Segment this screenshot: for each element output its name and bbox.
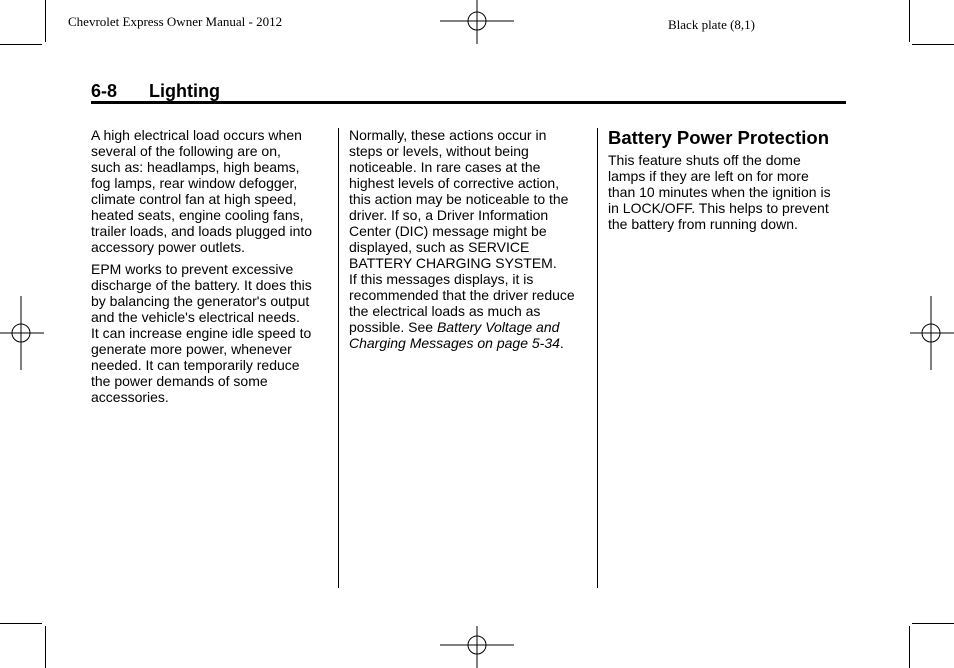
section-name: Lighting [149,81,220,101]
text-line: discharge of the battery. It does this [91,277,312,293]
cross-reference-link[interactable]: Charging Messages on page 5-34 [349,335,560,351]
column-3 [608,127,848,238]
text-line: several of the following are on, [91,143,281,159]
text-line: displayed, such as SERVICE [349,239,530,255]
crop-mark [909,0,910,42]
text-line: Normally, these actions occur in [349,127,547,143]
column-divider [597,128,598,588]
text-line: such as: headlamps, high beams, [91,159,300,175]
text-line: the battery from running down. [608,216,798,232]
subsection-heading: Battery Power Protection [608,127,830,148]
text-line: climate control fan at high speed, [91,191,297,207]
text-line: by balancing the generator's output [91,293,310,309]
text-line: driver. If so, a Driver Information [349,207,549,223]
text-line [349,335,564,351]
crop-mark [912,623,954,624]
paragraph [608,152,848,232]
text-line: If this messages displays, it is [349,271,534,287]
text-line: A high electrical load occurs when [91,127,302,143]
registration-mark [0,296,44,370]
text-line: the electrical loads as much as [349,303,541,319]
text-line: accessory power outlets. [91,239,246,255]
paragraph [91,261,331,405]
section-rule [91,101,846,104]
registration-mark [440,626,514,668]
text-line: recommended that the driver reduce [349,287,575,303]
paragraph [349,127,591,351]
text-line: lamps if they are left on for more [608,168,809,184]
crop-mark [45,626,46,668]
registration-mark [910,296,954,370]
text-line: needed. It can temporarily reduce [91,357,300,373]
registration-mark [440,0,514,44]
text-line: than 10 minutes when the ignition is [608,184,831,200]
link-suffix: . [559,335,564,351]
text-line: in LOCK/OFF. This helps to prevent [608,200,829,216]
section-number: 6-8 [91,81,118,101]
text-line: accessories. [91,389,169,405]
plate-label: Black plate (8,1) [668,17,755,32]
crop-mark [912,44,954,45]
text-line: This feature shuts off the dome [608,152,801,168]
text-line: noticeable. In rare cases at the [349,159,541,175]
text-line [349,319,559,335]
text-line: EPM works to prevent excessive [91,261,294,277]
crop-mark [0,44,42,45]
text-line: fog lamps, rear window defogger, [91,175,298,191]
text-line: Center (DIC) message might be [349,223,547,239]
crop-mark [909,626,910,668]
text-line: It can increase engine idle speed to [91,325,312,341]
column-divider [338,128,339,588]
text-line: and the vehicle's electrical needs. [91,309,300,325]
cross-reference-link[interactable]: Battery Voltage and [436,319,560,335]
text-line: the power demands of some [91,373,268,389]
text-line: steps or levels, without being [349,143,529,159]
see-prefix: possible. See [349,319,437,335]
column-1 [91,127,331,411]
crop-mark [0,623,42,624]
column-2 [349,127,591,357]
text-line: heated seats, engine cooling fans, [91,207,304,223]
text-line: highest levels of corrective action, [349,175,560,191]
text-line: trailer loads, and loads plugged into [91,223,313,239]
crop-mark [45,0,46,42]
text-line: generate more power, whenever [91,341,292,357]
manual-title: Chevrolet Express Owner Manual - 2012 [68,14,283,29]
text-line: this action may be noticeable to the [349,191,569,207]
text-line: BATTERY CHARGING SYSTEM. [349,255,557,271]
paragraph [91,127,331,255]
